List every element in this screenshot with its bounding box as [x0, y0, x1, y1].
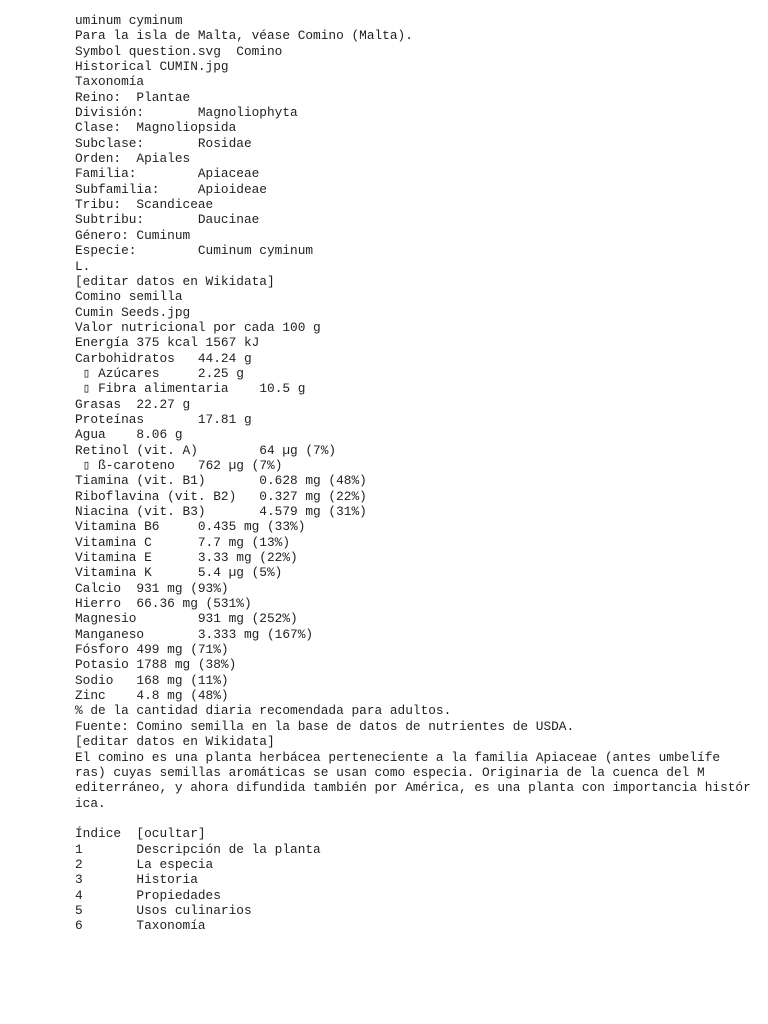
- text-line-beta-caroteno: ▯ ß-caroteno 762 µg (7%): [75, 457, 283, 473]
- toc-item-5[interactable]: 5 Usos culinarios: [75, 902, 252, 918]
- text-line-carbohidratos: Carbohidratos 44.24 g: [75, 350, 252, 366]
- text-line-tribu: Tribu: Scandiceae: [75, 197, 214, 213]
- text-line-nutrition-per-100g: Valor nutricional por cada 100 g: [75, 319, 321, 335]
- text-line-fibra: ▯ Fibra alimentaria 10.5 g: [75, 381, 306, 397]
- text-line-wikidata-link[interactable]: [editar datos en Wikidata]: [75, 273, 275, 289]
- text-line-seeds-image-file: Cumin Seeds.jpg: [75, 304, 191, 320]
- toc-item-1[interactable]: 1 Descripción de la planta: [75, 841, 321, 857]
- toc-item-6[interactable]: 6 Taxonomía: [75, 918, 206, 934]
- text-line-tiamina: Tiamina (vit. B1) 0.628 mg (48%): [75, 473, 367, 489]
- text-line-daily-value-note: % de la cantidad diaria recomendada para adultos.: [75, 703, 452, 719]
- text-line-intro-3: editerráneo, y ahora difundida también por América, es una planta con importancia histór: [75, 780, 751, 796]
- text-line-author: L.: [75, 258, 91, 274]
- text-line-intro-4: ica.: [75, 795, 106, 811]
- text-line-azucares: ▯ Azúcares 2.25 g: [75, 365, 244, 381]
- text-line-nutrition-heading: Comino semilla: [75, 289, 183, 305]
- text-line-intro-1: El comino es una planta herbácea perteneciente a la familia Apiaceae (antes umbelífe: [75, 749, 721, 765]
- text-line-especie: Especie: Cuminum cyminum: [75, 243, 314, 259]
- text-line-source: Fuente: Comino semilla en la base de datos de nutrientes de USDA.: [75, 718, 575, 734]
- text-line-manganeso: Manganeso 3.333 mg (167%): [75, 626, 314, 642]
- text-line-taxonomy-heading: Taxonomía: [75, 74, 145, 90]
- toc-item-2[interactable]: 2 La especia: [75, 856, 214, 872]
- text-line-division: División: Magnoliophyta: [75, 105, 298, 121]
- toc-heading[interactable]: Índice [ocultar]: [75, 826, 206, 842]
- text-line-familia: Familia: Apiaceae: [75, 166, 260, 182]
- text-line-subfamilia: Subfamilia: Apioideae: [75, 181, 267, 197]
- text-line-vitamina-k: Vitamina K 5.4 µg (5%): [75, 565, 283, 581]
- text-line-grasas: Grasas 22.27 g: [75, 396, 191, 412]
- text-line-calcio: Calcio 931 mg (93%): [75, 580, 229, 596]
- toc-item-3[interactable]: 3 Historia: [75, 872, 198, 888]
- text-line-genero: Género: Cuminum: [75, 227, 191, 243]
- text-line-wikidata-link-2[interactable]: [editar datos en Wikidata]: [75, 734, 275, 750]
- text-line-energia: Energía 375 kcal 1567 kJ: [75, 335, 260, 351]
- text-line-riboflavina: Riboflavina (vit. B2) 0.327 mg (22%): [75, 488, 367, 504]
- text-line-hierro: Hierro 66.36 mg (531%): [75, 596, 252, 612]
- text-line-reino: Reino: Plantae: [75, 89, 191, 105]
- text-line-disambiguation: Para la isla de Malta, véase Comino (Malta).: [75, 28, 413, 44]
- text-line-vitamina-e: Vitamina E 3.33 mg (22%): [75, 550, 298, 566]
- text-line-magnesio: Magnesio 931 mg (252%): [75, 611, 298, 627]
- text-line-fosforo: Fósforo 499 mg (71%): [75, 642, 229, 658]
- text-line-niacina: Niacina (vit. B3) 4.579 mg (31%): [75, 504, 367, 519]
- text-line-vitamina-b6: Vitamina B6 0.435 mg (33%): [75, 519, 306, 535]
- toc-item-4[interactable]: 4 Propiedades: [75, 887, 221, 903]
- text-line-agua: Agua 8.06 g: [75, 427, 183, 443]
- text-line-retinol: Retinol (vit. A) 64 µg (7%): [75, 442, 337, 458]
- text-line-proteinas: Proteínas 17.81 g: [75, 411, 252, 427]
- text-line-vitamina-c: Vitamina C 7.7 mg (13%): [75, 534, 291, 550]
- text-line-intro-2: ras) cuyas semillas aromáticas se usan como especia. Originaria de la cuenca del M: [75, 764, 705, 780]
- document-text: [75, 13, 751, 934]
- text-line-clase: Clase: Magnoliopsida: [75, 120, 237, 136]
- text-line-symbol-file: Symbol question.svg Comino: [75, 43, 283, 59]
- blank-line: [75, 811, 745, 826]
- text-line-subtribu: Subtribu: Daucinae: [75, 212, 260, 228]
- text-line-image-file: Historical CUMIN.jpg: [75, 59, 229, 75]
- text-line-zinc: Zinc 4.8 mg (48%): [75, 688, 229, 704]
- text-line-orden: Orden: Apiales: [75, 151, 191, 167]
- text-line-sodio: Sodio 168 mg (11%): [75, 672, 229, 688]
- text-line-subclase: Subclase: Rosidae: [75, 135, 252, 151]
- text-line-title-fragment: uminum cyminum: [75, 13, 183, 28]
- text-line-potasio: Potasio 1788 mg (38%): [75, 657, 237, 673]
